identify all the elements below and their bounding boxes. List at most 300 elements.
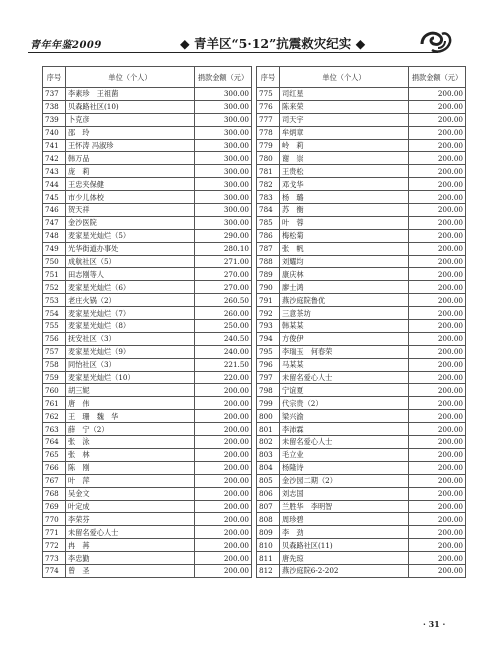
row-number: 743	[43, 165, 66, 178]
donation-amount: 200.00	[195, 500, 252, 513]
table-row	[257, 358, 466, 371]
row-number: 808	[257, 513, 280, 526]
row-number: 782	[257, 178, 280, 191]
donor-name: 老庄火锅（2）	[66, 294, 195, 307]
row-number: 797	[257, 371, 280, 384]
donation-amount: 200.00	[409, 410, 466, 423]
column-header-amount: 捐款金额（元）	[409, 67, 466, 88]
donation-amount: 300.00	[195, 191, 252, 204]
table-row	[257, 320, 466, 333]
table-row	[43, 552, 252, 565]
table-row	[257, 268, 466, 281]
donation-amount: 200.00	[195, 410, 252, 423]
table-row	[43, 384, 252, 397]
donor-name: 司红星	[280, 88, 409, 101]
donor-name: 张 帆	[280, 242, 409, 255]
decorative-logo-icon	[418, 26, 454, 58]
table-row	[43, 294, 252, 307]
donor-name: 贺天祥	[66, 204, 195, 217]
table-row	[257, 88, 466, 101]
donor-name: 未留名爱心人士	[280, 371, 409, 384]
table-row	[257, 126, 466, 139]
row-number: 748	[43, 229, 66, 242]
donation-amount: 200.00	[409, 526, 466, 539]
table-row	[43, 397, 252, 410]
donation-amount: 200.00	[409, 500, 466, 513]
row-number: 785	[257, 216, 280, 229]
table-row	[43, 500, 252, 513]
table-row	[257, 281, 466, 294]
table-row	[43, 448, 252, 461]
row-number: 739	[43, 113, 66, 126]
donation-amount: 200.00	[409, 397, 466, 410]
donation-amount: 260.50	[195, 294, 252, 307]
donation-amount: 200.00	[195, 539, 252, 552]
donor-name: 张 泳	[66, 436, 195, 449]
donation-amount: 260.00	[195, 307, 252, 320]
row-number: 741	[43, 139, 66, 152]
row-number: 756	[43, 332, 66, 345]
table-row	[43, 152, 252, 165]
row-number: 801	[257, 423, 280, 436]
donor-name: 胡三妮	[66, 384, 195, 397]
donation-amount: 200.00	[409, 487, 466, 500]
donor-name: 叶 萍	[66, 474, 195, 487]
donor-name: 唐先琼	[280, 552, 409, 565]
row-number: 805	[257, 474, 280, 487]
donor-name: 麦家星光灿烂（5）	[66, 229, 195, 242]
donation-amount: 300.00	[195, 113, 252, 126]
table-row	[43, 423, 252, 436]
donation-amount: 200.00	[195, 461, 252, 474]
donor-name: 燕沙庭院6-2-202	[280, 564, 409, 577]
donor-name: 杨隆诗	[280, 461, 409, 474]
donation-amount: 270.00	[195, 268, 252, 281]
table-row	[257, 539, 466, 552]
donor-name: 谢 崇	[280, 152, 409, 165]
donation-amount: 300.00	[195, 88, 252, 101]
donation-amount: 300.00	[195, 216, 252, 229]
donor-name: 韩万品	[66, 152, 195, 165]
donor-name: 李素珍 王祖菌	[66, 88, 195, 101]
donation-amount: 200.00	[195, 487, 252, 500]
donor-name: 同怡社区（3）	[66, 358, 195, 371]
donor-name: 刘耀均	[280, 255, 409, 268]
row-number: 778	[257, 126, 280, 139]
donor-name: 马某某	[280, 358, 409, 371]
row-number: 791	[257, 294, 280, 307]
table-row	[43, 320, 252, 333]
row-number: 799	[257, 397, 280, 410]
donor-name: 燕沙庭院鲁优	[280, 294, 409, 307]
row-number: 793	[257, 320, 280, 333]
row-number: 751	[43, 268, 66, 281]
table-row	[257, 255, 466, 268]
donor-name: 光华街道办事处	[66, 242, 195, 255]
donation-amount: 200.00	[409, 88, 466, 101]
donation-amount: 200.00	[409, 423, 466, 436]
column-header-no: 序号	[43, 67, 66, 88]
donation-amount: 200.00	[409, 242, 466, 255]
donor-name: 梁兴渝	[280, 410, 409, 423]
table-row	[257, 345, 466, 358]
donor-name: 麦家星光灿烂（7）	[66, 307, 195, 320]
table-row	[43, 371, 252, 384]
table-row	[257, 294, 466, 307]
column-header-amount: 捐款金额（元）	[195, 67, 252, 88]
table-row	[43, 436, 252, 449]
row-number: 779	[257, 139, 280, 152]
donation-amount: 200.00	[195, 526, 252, 539]
donation-amount: 300.00	[195, 178, 252, 191]
donor-name: 吴金文	[66, 487, 195, 500]
donation-amount: 200.00	[409, 371, 466, 384]
donation-amount: 240.00	[195, 345, 252, 358]
table-row	[43, 268, 252, 281]
donation-amount: 290.00	[195, 229, 252, 242]
row-number: 780	[257, 152, 280, 165]
row-number: 752	[43, 281, 66, 294]
donor-name: 市少儿体校	[66, 191, 195, 204]
donor-name: 康庆林	[280, 268, 409, 281]
table-row	[257, 165, 466, 178]
donor-name: 王贵松	[280, 165, 409, 178]
donation-amount: 200.00	[195, 423, 252, 436]
donation-amount: 200.00	[409, 448, 466, 461]
row-number: 795	[257, 345, 280, 358]
table-row	[257, 384, 466, 397]
row-number: 787	[257, 242, 280, 255]
donation-amount: 200.00	[195, 552, 252, 565]
donor-name: 麦家星光灿烂（10）	[66, 371, 195, 384]
row-number: 809	[257, 526, 280, 539]
table-row	[43, 513, 252, 526]
row-number: 786	[257, 229, 280, 242]
donation-amount: 300.00	[195, 139, 252, 152]
table-row	[43, 100, 252, 113]
row-number: 767	[43, 474, 66, 487]
donation-amount: 200.00	[409, 436, 466, 449]
row-number: 746	[43, 204, 66, 217]
table-row	[257, 216, 466, 229]
donation-amount: 200.00	[409, 100, 466, 113]
donation-amount: 200.00	[409, 191, 466, 204]
row-number: 769	[43, 500, 66, 513]
donation-amount: 271.00	[195, 255, 252, 268]
table-header-row	[257, 67, 466, 88]
row-number: 750	[43, 255, 66, 268]
donor-name: 司天宇	[280, 113, 409, 126]
row-number: 755	[43, 320, 66, 333]
table-row	[43, 526, 252, 539]
donor-name: 梅松菊	[280, 229, 409, 242]
table-row	[43, 410, 252, 423]
donation-amount: 280.10	[195, 242, 252, 255]
table-row	[257, 242, 466, 255]
donation-amount: 200.00	[409, 461, 466, 474]
column-header-unit: 单位（个人）	[280, 67, 409, 88]
donor-name: 邵 玲	[66, 126, 195, 139]
table-row	[43, 216, 252, 229]
donor-name: 庞 莉	[66, 165, 195, 178]
donor-name: 薛 宁（2）	[66, 423, 195, 436]
table-row	[43, 358, 252, 371]
row-number: 754	[43, 307, 66, 320]
donation-amount: 270.00	[195, 281, 252, 294]
column-header-unit: 单位（个人）	[66, 67, 195, 88]
donation-amount: 200.00	[409, 384, 466, 397]
donation-amount: 300.00	[195, 152, 252, 165]
donor-name: 王怀涛 冯淑珍	[66, 139, 195, 152]
row-number: 763	[43, 423, 66, 436]
donor-name: 李 劲	[280, 526, 409, 539]
row-number: 773	[43, 552, 66, 565]
table-row	[257, 461, 466, 474]
row-number: 771	[43, 526, 66, 539]
row-number: 737	[43, 88, 66, 101]
table-row	[257, 152, 466, 165]
column-header-no: 序号	[257, 67, 280, 88]
page-number: · 31 ·	[423, 619, 446, 629]
donation-amount: 200.00	[409, 126, 466, 139]
table-header-row	[43, 67, 252, 88]
row-number: 790	[257, 281, 280, 294]
table-row	[43, 307, 252, 320]
table-row	[257, 229, 466, 242]
row-number: 788	[257, 255, 280, 268]
table-row	[257, 526, 466, 539]
donation-amount: 200.00	[195, 564, 252, 577]
row-number: 812	[257, 564, 280, 577]
donor-name: 兰胜华 李明智	[280, 500, 409, 513]
donor-name: 陈来荣	[280, 100, 409, 113]
table-row	[43, 139, 252, 152]
row-number: 747	[43, 216, 66, 229]
donation-amount: 200.00	[409, 268, 466, 281]
table-row	[43, 564, 252, 577]
donor-name: 李瑞玉 何春荣	[280, 345, 409, 358]
donor-name: 叶定成	[66, 500, 195, 513]
donor-name: 苏 衡	[280, 204, 409, 217]
donation-amount: 200.00	[409, 294, 466, 307]
donation-amount: 240.50	[195, 332, 252, 345]
donor-name: 李忠勤	[66, 552, 195, 565]
row-number: 810	[257, 539, 280, 552]
table-row	[257, 500, 466, 513]
row-number: 798	[257, 384, 280, 397]
donor-name: 金沙医院	[66, 216, 195, 229]
row-number: 784	[257, 204, 280, 217]
page-header	[28, 34, 438, 53]
table-row	[257, 564, 466, 577]
donation-amount: 200.00	[409, 320, 466, 333]
row-number: 765	[43, 448, 66, 461]
donor-name: 李沛霖	[280, 423, 409, 436]
table-row	[43, 88, 252, 101]
table-row	[257, 487, 466, 500]
donor-name: 张 林	[66, 448, 195, 461]
row-number: 745	[43, 191, 66, 204]
donor-name: 贝森路社区(10)	[66, 100, 195, 113]
table-row	[257, 397, 466, 410]
table-row	[43, 191, 252, 204]
section-title: ◆ 青羊区“5·12”抗震救灾纪实 ◆	[180, 36, 366, 51]
donation-amount: 200.00	[409, 345, 466, 358]
row-number: 742	[43, 152, 66, 165]
table-row	[43, 229, 252, 242]
donor-name: 金沙园二期（2）	[280, 474, 409, 487]
table-row	[257, 100, 466, 113]
table-row	[43, 474, 252, 487]
donation-amount: 200.00	[195, 397, 252, 410]
row-number: 792	[257, 307, 280, 320]
donor-name: 韩某某	[280, 320, 409, 333]
donor-name: 未留名爱心人士	[280, 436, 409, 449]
donor-name: 王忠夹保健	[66, 178, 195, 191]
donor-name: 叶 蓉	[280, 216, 409, 229]
table-row	[257, 113, 466, 126]
donation-table-right	[256, 66, 466, 578]
table-row	[257, 191, 466, 204]
table-row	[257, 139, 466, 152]
donor-name: 三意茶坊	[280, 307, 409, 320]
row-number: 770	[43, 513, 66, 526]
donation-amount: 200.00	[409, 332, 466, 345]
table-row	[257, 513, 466, 526]
donor-name: 抚安社区（3）	[66, 332, 195, 345]
donation-amount: 200.00	[409, 564, 466, 577]
row-number: 775	[257, 88, 280, 101]
row-number: 794	[257, 332, 280, 345]
donor-name: 陈 刚	[66, 461, 195, 474]
donor-name: 杨 璐	[280, 191, 409, 204]
row-number: 768	[43, 487, 66, 500]
table-row	[43, 113, 252, 126]
table-row	[257, 474, 466, 487]
donation-amount: 200.00	[195, 436, 252, 449]
donor-name: 代宗贵（2）	[280, 397, 409, 410]
row-number: 804	[257, 461, 280, 474]
donor-name: 卜克彦	[66, 113, 195, 126]
donor-name: 王 珊 魏 华	[66, 410, 195, 423]
row-number: 744	[43, 178, 66, 191]
donation-amount: 221.50	[195, 358, 252, 371]
donor-name: 麦家星光灿烂（6）	[66, 281, 195, 294]
donor-name: 未留名爱心人士	[66, 526, 195, 539]
table-row	[257, 371, 466, 384]
row-number: 766	[43, 461, 66, 474]
row-number: 807	[257, 500, 280, 513]
row-number: 811	[257, 552, 280, 565]
row-number: 761	[43, 397, 66, 410]
table-row	[257, 178, 466, 191]
row-number: 783	[257, 191, 280, 204]
donor-name: 李荣芬	[66, 513, 195, 526]
table-row	[257, 332, 466, 345]
row-number: 762	[43, 410, 66, 423]
table-row	[43, 126, 252, 139]
donor-name: 宁谊夏	[280, 384, 409, 397]
donor-name: 曾 圣	[66, 564, 195, 577]
table-row	[43, 332, 252, 345]
table-row	[257, 204, 466, 217]
table-row	[43, 242, 252, 255]
row-number: 758	[43, 358, 66, 371]
table-row	[257, 410, 466, 423]
donation-amount: 300.00	[195, 165, 252, 178]
row-number: 803	[257, 448, 280, 461]
table-row	[257, 552, 466, 565]
table-row	[43, 281, 252, 294]
row-number: 802	[257, 436, 280, 449]
row-number: 764	[43, 436, 66, 449]
donation-amount: 200.00	[409, 255, 466, 268]
row-number: 789	[257, 268, 280, 281]
row-number: 740	[43, 126, 66, 139]
donation-amount: 200.00	[195, 513, 252, 526]
row-number: 774	[43, 564, 66, 577]
donation-amount: 300.00	[195, 204, 252, 217]
row-number: 777	[257, 113, 280, 126]
donation-amount: 200.00	[409, 229, 466, 242]
donor-name: 田志刚等人	[66, 268, 195, 281]
donor-name: 廖士鸿	[280, 281, 409, 294]
table-row	[43, 204, 252, 217]
row-number: 800	[257, 410, 280, 423]
row-number: 806	[257, 487, 280, 500]
table-row	[257, 307, 466, 320]
table-row	[43, 178, 252, 191]
donor-name: 唐 伟	[66, 397, 195, 410]
donation-amount: 200.00	[409, 216, 466, 229]
row-number: 781	[257, 165, 280, 178]
donor-name: 麦家星光灿烂（9）	[66, 345, 195, 358]
donor-name: 刘志国	[280, 487, 409, 500]
donation-amount: 200.00	[409, 178, 466, 191]
donation-amount: 200.00	[409, 307, 466, 320]
yearbook-label: 青年年鉴2009	[30, 40, 102, 51]
donor-name: 岭 莉	[280, 139, 409, 152]
table-row	[257, 423, 466, 436]
donor-name: 邓戈华	[280, 178, 409, 191]
donation-amount: 200.00	[195, 448, 252, 461]
donation-amount: 300.00	[195, 126, 252, 139]
table-row	[257, 448, 466, 461]
donation-amount: 200.00	[195, 474, 252, 487]
row-number: 757	[43, 345, 66, 358]
donor-name: 贝森路社区(11)	[280, 539, 409, 552]
table-row	[43, 461, 252, 474]
donation-amount: 200.00	[409, 474, 466, 487]
row-number: 796	[257, 358, 280, 371]
donation-amount: 300.00	[195, 100, 252, 113]
donation-amount: 200.00	[409, 152, 466, 165]
donor-name: 毛立业	[280, 448, 409, 461]
table-row	[43, 539, 252, 552]
donor-name: 方俊伊	[280, 332, 409, 345]
row-number: 776	[257, 100, 280, 113]
donor-name: 麦家星光灿烂（8）	[66, 320, 195, 333]
row-number: 753	[43, 294, 66, 307]
row-number: 759	[43, 371, 66, 384]
donation-amount: 200.00	[409, 513, 466, 526]
donor-name: 成航社区（5）	[66, 255, 195, 268]
donation-amount: 250.00	[195, 320, 252, 333]
row-number: 749	[43, 242, 66, 255]
donation-amount: 200.00	[409, 165, 466, 178]
donation-amount: 200.00	[195, 384, 252, 397]
donor-name: 冉 苒	[66, 539, 195, 552]
